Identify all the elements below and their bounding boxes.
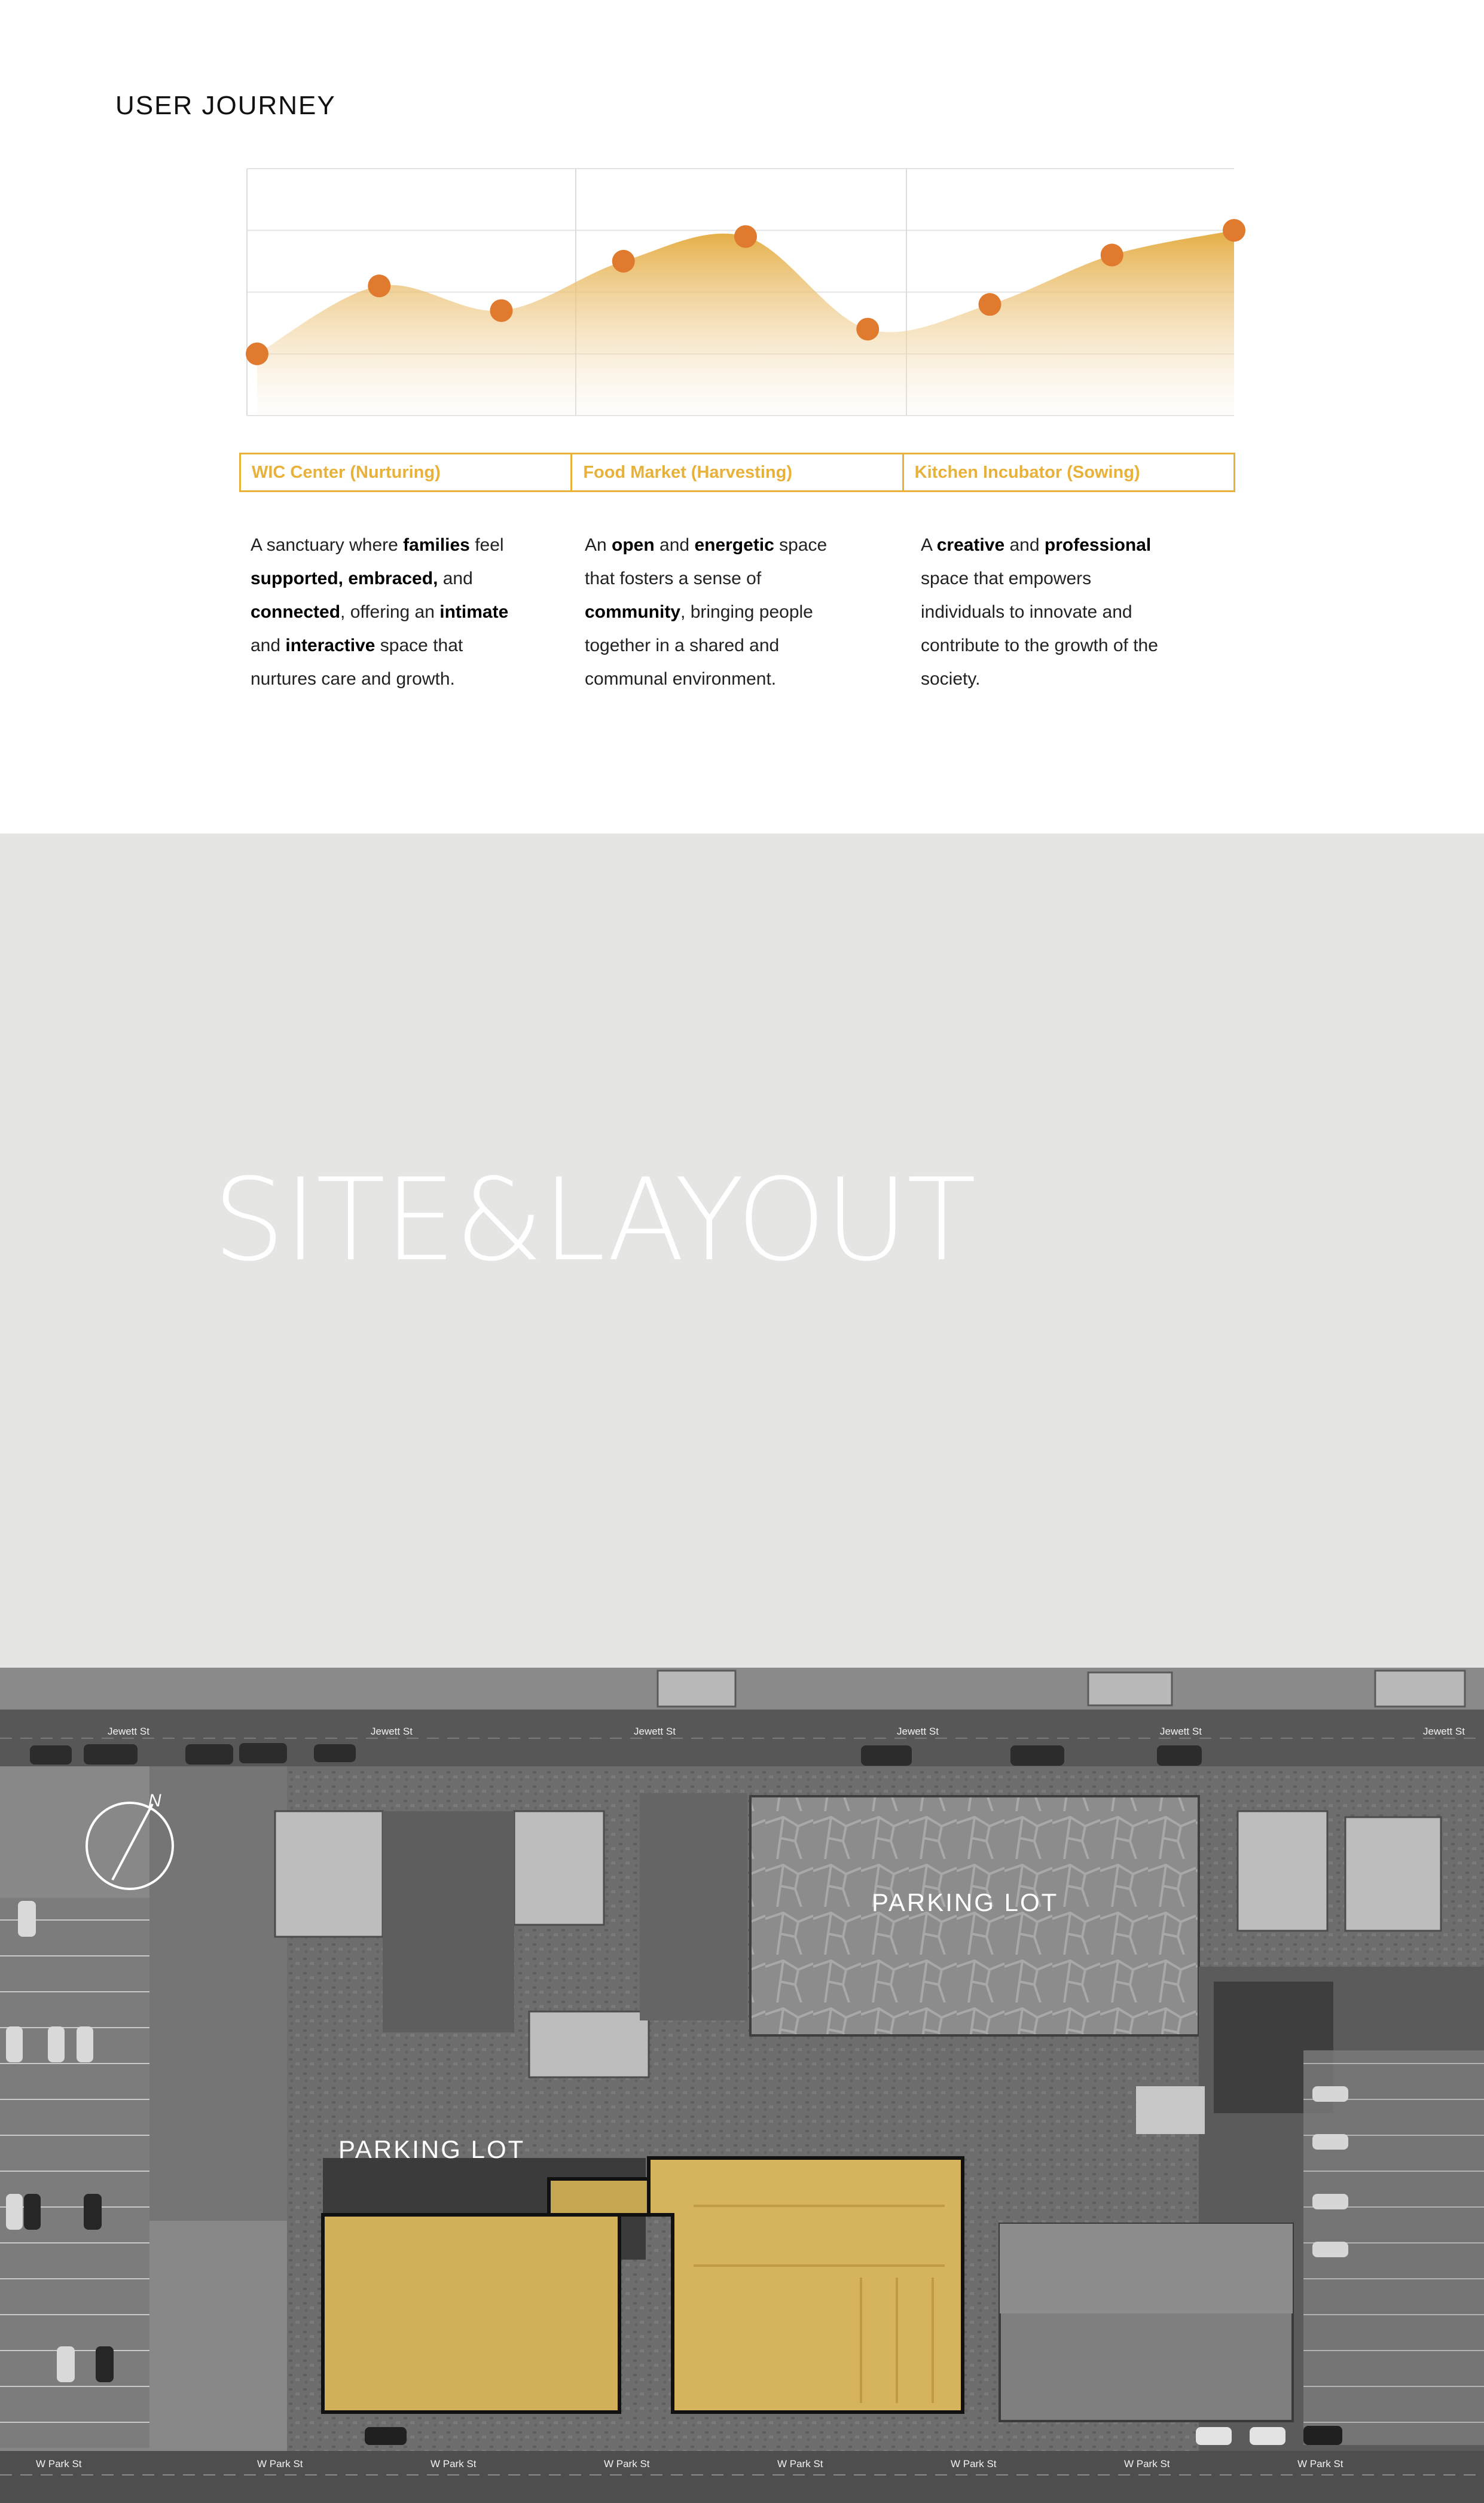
body-text: nurtures care and growth.: [251, 669, 455, 689]
description-line: [921, 596, 1220, 629]
description-line: [585, 629, 884, 663]
description-line: [921, 663, 1220, 696]
street-label: Jewett St: [108, 1726, 149, 1737]
data-point-7: [1101, 244, 1123, 267]
street-label: W Park St: [604, 2458, 650, 2470]
data-point-4: [734, 225, 757, 248]
body-text: and: [1004, 535, 1045, 555]
journey-area: [257, 230, 1234, 416]
phase-wic-center: WIC Center (Nurturing): [252, 462, 441, 482]
emphasis-text: interactive: [285, 636, 375, 655]
street-label: W Park St: [430, 2458, 477, 2470]
phase-food-market: Food Market (Harvesting): [570, 454, 902, 490]
body-text: A sanctuary where: [251, 535, 404, 555]
street-label: W Park St: [777, 2458, 823, 2470]
emphasis-text: supported, embraced,: [251, 569, 438, 588]
emphasis-text: intimate: [439, 602, 509, 622]
site-aerial-map: [0, 1668, 1484, 2503]
description-line: [585, 596, 884, 629]
user-journey-chart: [0, 0, 1484, 454]
body-text: society.: [921, 669, 981, 689]
data-point-1: [368, 274, 390, 297]
body-text: space that: [375, 636, 463, 655]
body-text: and: [654, 535, 695, 555]
body-text: , bringing people: [680, 602, 813, 622]
body-text: that fosters a sense of: [585, 569, 762, 588]
section-title: SITE&LAYOUT: [213, 1154, 975, 1286]
street-label: Jewett St: [634, 1726, 676, 1737]
description-line: [585, 663, 884, 696]
body-text: feel: [469, 535, 504, 555]
site-building-west: [323, 2215, 619, 2412]
emphasis-text: professional: [1044, 535, 1152, 555]
parking-lot-label-north: PARKING LOT: [872, 1888, 1059, 1916]
street-label: W Park St: [257, 2458, 303, 2470]
emphasis-text: creative: [936, 535, 1005, 555]
body-text: An: [585, 535, 612, 555]
phase-kitchen-incubator: Kitchen Incubator (Sowing): [902, 454, 1233, 490]
description-food-market: [585, 529, 884, 696]
body-text: and: [438, 569, 473, 588]
street-label: W Park St: [1297, 2458, 1343, 2470]
page-title: USER JOURNEY: [115, 91, 336, 120]
data-point-0: [246, 343, 268, 365]
data-point-8: [1223, 219, 1245, 242]
data-point-5: [856, 318, 879, 340]
phase-labels: [239, 453, 1235, 492]
description-line: [585, 529, 884, 562]
body-text: communal environment.: [585, 669, 777, 689]
emphasis-text: connected: [251, 602, 341, 622]
street-label: W Park St: [36, 2458, 82, 2470]
emphasis-text: community: [585, 602, 681, 622]
body-text: individuals to innovate and: [921, 602, 1132, 622]
data-point-3: [612, 250, 635, 273]
body-text: A: [921, 535, 937, 555]
street-w-park: [0, 2451, 1484, 2503]
description-line: [251, 562, 549, 596]
emphasis-text: energetic: [694, 535, 774, 555]
emphasis-text: open: [612, 535, 655, 555]
site-building-main: [649, 2158, 963, 2412]
body-text: together in a shared and: [585, 636, 780, 655]
street-label: Jewett St: [371, 1726, 413, 1737]
description-line: [921, 529, 1220, 562]
description-line: [251, 596, 549, 629]
description-wic-center: [251, 529, 549, 696]
emphasis-text: families: [403, 535, 470, 555]
description-line: [585, 562, 884, 596]
parking-lot-label-site: PARKING LOT: [338, 2135, 526, 2163]
description-line: [251, 663, 549, 696]
body-text: , offering an: [340, 602, 440, 622]
body-text: and: [251, 636, 286, 655]
description-line: [251, 629, 549, 663]
data-point-6: [979, 293, 1001, 316]
description-kitchen-incubator: [921, 529, 1220, 696]
body-text: contribute to the growth of the: [921, 636, 1158, 655]
description-line: [921, 562, 1220, 596]
street-label: Jewett St: [897, 1726, 939, 1737]
street-label: W Park St: [951, 2458, 997, 2470]
north-label: N: [148, 1791, 161, 1811]
body-text: space that empowers: [921, 569, 1092, 588]
body-text: space: [774, 535, 828, 555]
description-line: [921, 629, 1220, 663]
description-line: [251, 529, 549, 562]
street-label: Jewett St: [1423, 1726, 1465, 1737]
street-label: W Park St: [1124, 2458, 1170, 2470]
data-point-2: [490, 299, 513, 322]
street-label: Jewett St: [1160, 1726, 1202, 1737]
